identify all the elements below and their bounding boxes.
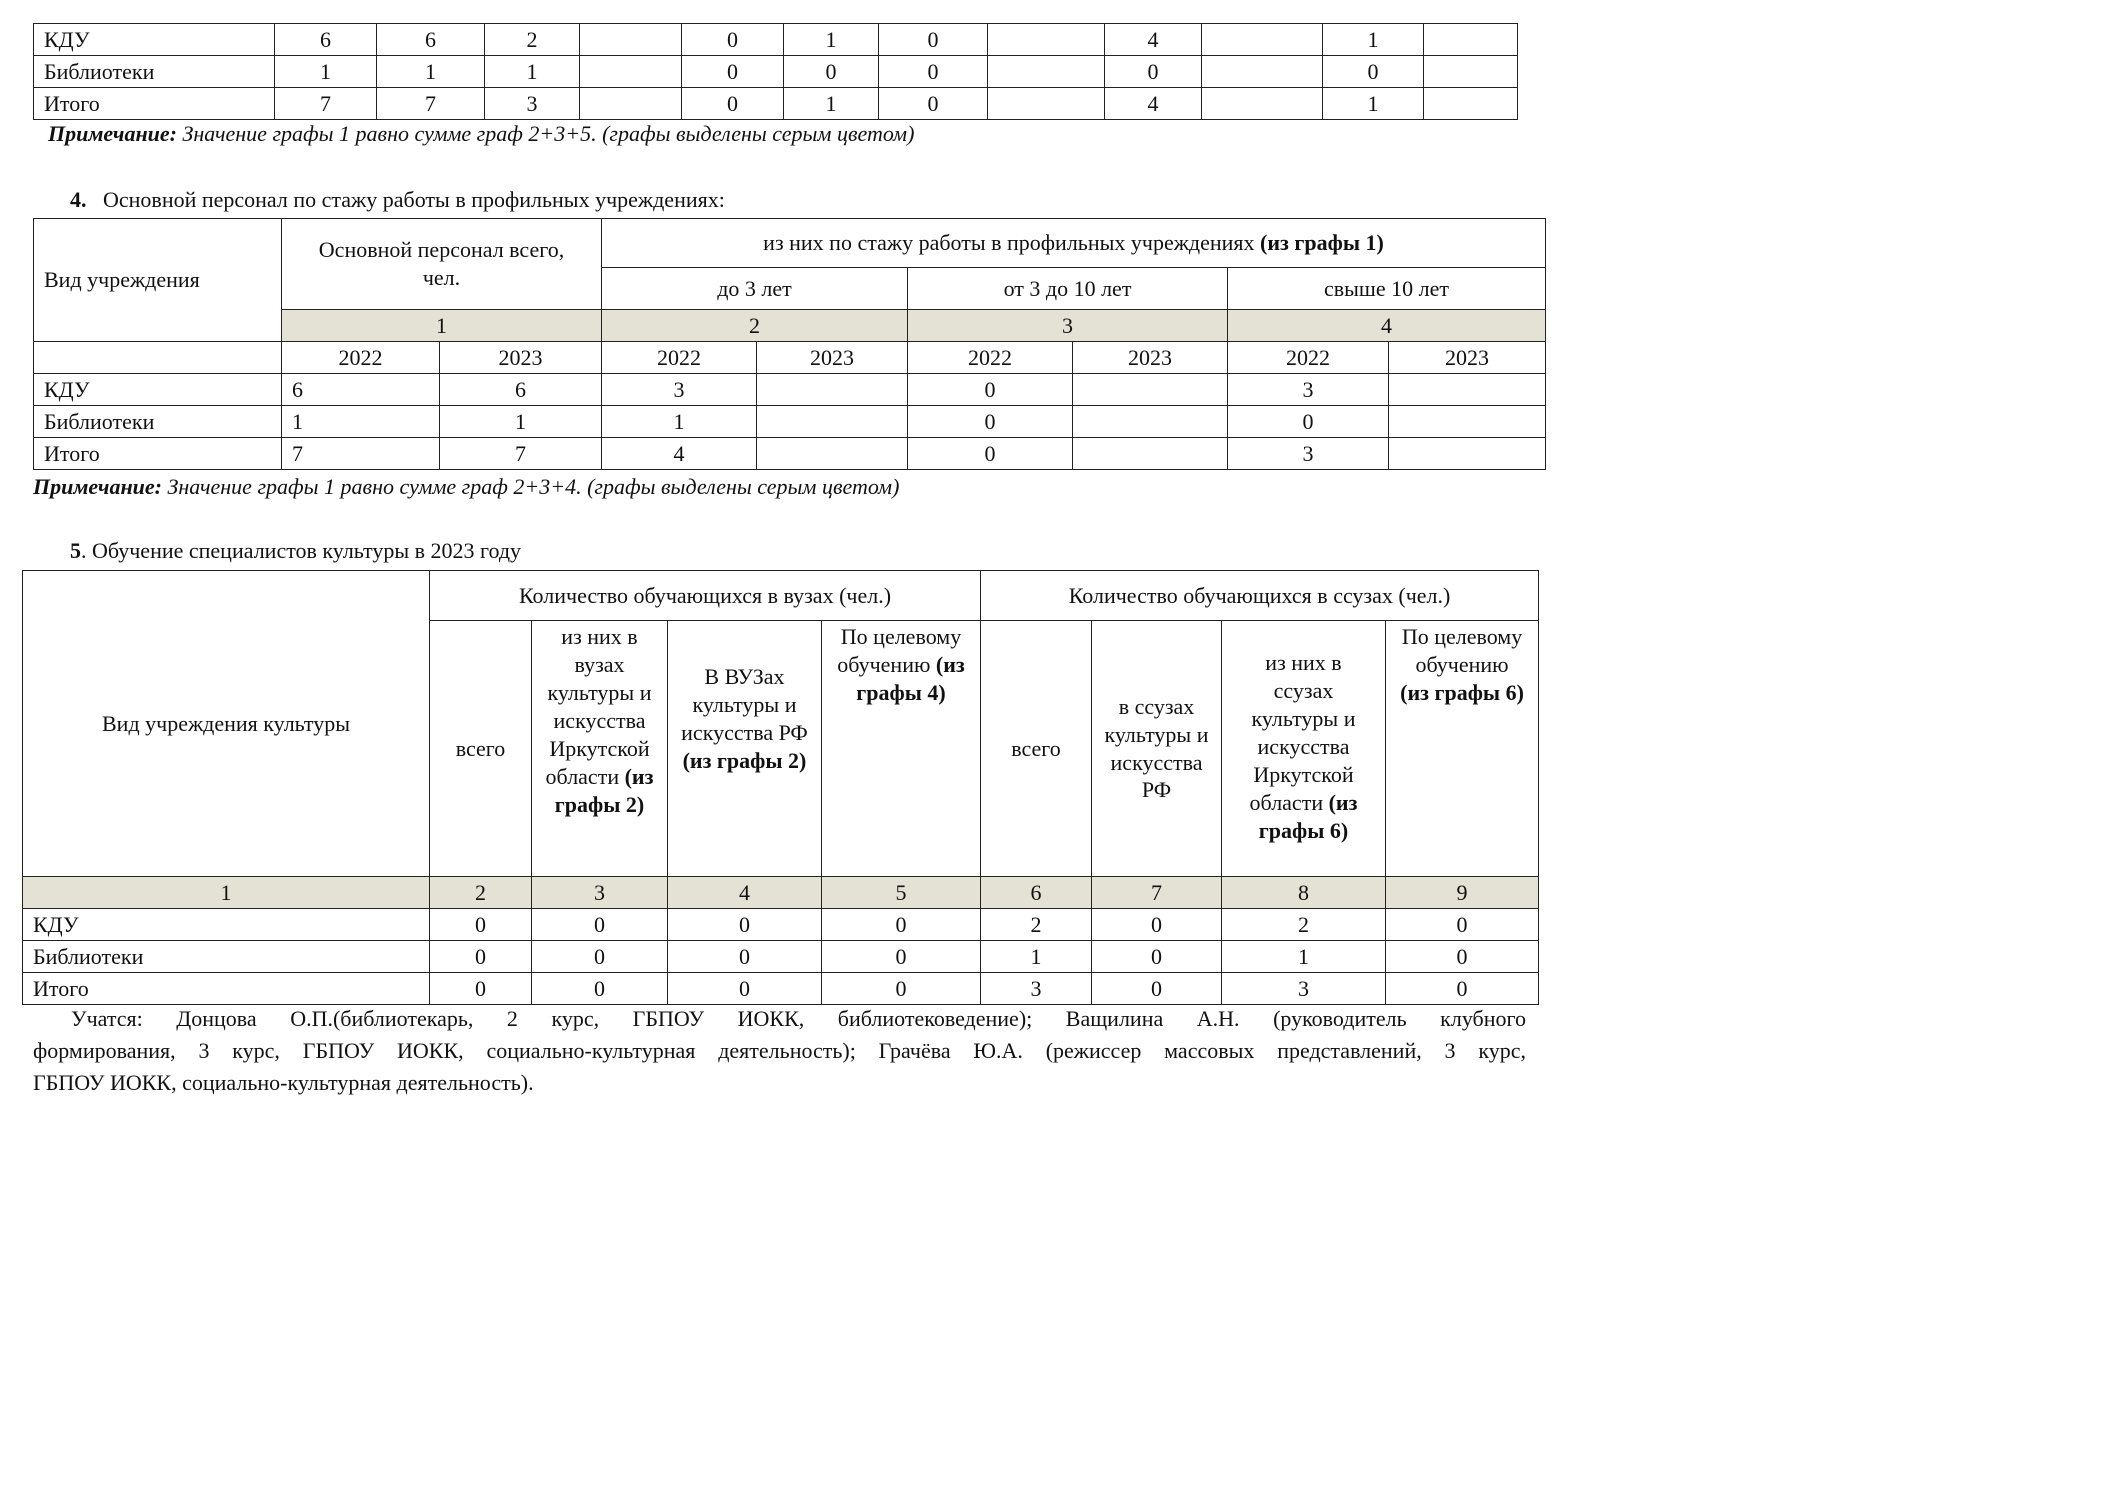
column-number: 3	[532, 877, 668, 909]
table-cell: 0	[822, 973, 981, 1005]
table-cell	[1424, 56, 1518, 88]
row-label: Итого	[34, 88, 275, 120]
table-row	[34, 438, 1546, 470]
table-cell: 1	[282, 406, 440, 438]
table-cell: 4	[1105, 88, 1202, 120]
row-label: Библиотеки	[34, 406, 282, 438]
table-row	[34, 88, 1518, 120]
column-number: 7	[1092, 877, 1222, 909]
table-cell: 6	[440, 374, 602, 406]
row-label: Итого	[23, 973, 430, 1005]
table-cell	[580, 24, 682, 56]
table-cell: 1	[1323, 24, 1424, 56]
table-cell: 7	[282, 438, 440, 470]
table-cell: 3	[981, 973, 1092, 1005]
table-cell: 7	[275, 88, 377, 120]
header-institution-type: Вид учреждения	[34, 219, 282, 342]
table3-note: Примечание: Значение графы 1 равно сумме граф 2+3+5. (графы выделены серым цветом)	[48, 121, 915, 146]
table-cell: 0	[430, 941, 532, 973]
table-row	[34, 24, 1518, 56]
table-cell: 0	[1386, 909, 1539, 941]
column-number: 4	[1228, 310, 1546, 342]
table-cell: 2	[485, 24, 580, 56]
table-cell: 3	[1222, 973, 1386, 1005]
table-cell: 1	[602, 406, 757, 438]
table-cell: 0	[1386, 941, 1539, 973]
column-number: 5	[822, 877, 981, 909]
year-header: 2023	[440, 342, 602, 374]
table-cell	[988, 88, 1105, 120]
table-cell: 0	[1092, 909, 1222, 941]
table-cell: 1	[784, 88, 879, 120]
table-cell	[1424, 88, 1518, 120]
header-vuz-total: всего	[430, 621, 532, 877]
column-number: 9	[1386, 877, 1539, 909]
table-cell	[988, 24, 1105, 56]
row-label: Итого	[34, 438, 282, 470]
year-header: 2022	[602, 342, 757, 374]
year-header: 2022	[282, 342, 440, 374]
table-cell	[1389, 374, 1546, 406]
table-cell	[1202, 88, 1323, 120]
year-header: 2023	[757, 342, 908, 374]
table-cell	[1424, 24, 1518, 56]
column-number: 2	[602, 310, 908, 342]
table-cell	[757, 406, 908, 438]
header-institution-type: Вид учреждения культуры	[23, 571, 430, 877]
table-cell	[1202, 56, 1323, 88]
year-header: 2022	[1228, 342, 1389, 374]
table-cell: 1	[1222, 941, 1386, 973]
table-cell: 0	[682, 24, 784, 56]
table4-note: Примечание: Значение графы 1 равно сумме граф 2+3+4. (графы выделены серым цветом)	[33, 474, 900, 499]
header-ssuz-target: По целевому обучению (из графы 6)	[1386, 621, 1539, 877]
table-cell: 2	[981, 909, 1092, 941]
row-label: КДУ	[34, 374, 282, 406]
table-cell	[757, 438, 908, 470]
table-cell: 0	[532, 973, 668, 1005]
table-cell	[580, 56, 682, 88]
table-cell: 6	[275, 24, 377, 56]
table-cell	[1073, 374, 1228, 406]
table-cell: 0	[682, 56, 784, 88]
column-number: 8	[1222, 877, 1386, 909]
table-row	[34, 406, 1546, 438]
table-cell: 0	[822, 941, 981, 973]
table-cell: 1	[440, 406, 602, 438]
section4-title: 4. Основной персонал по стажу работы в профильных учреждениях:	[70, 187, 725, 212]
table-cell: 6	[377, 24, 485, 56]
table-cell	[580, 88, 682, 120]
table-cell: 0	[1228, 406, 1389, 438]
table-staff-by-experience	[33, 218, 1546, 470]
table-cell: 0	[1092, 941, 1222, 973]
year-header: 2023	[1389, 342, 1546, 374]
table-cell: 0	[1386, 973, 1539, 1005]
header-group-vuz: Количество обучающихся в вузах (чел.)	[430, 571, 981, 621]
table-cell	[1073, 406, 1228, 438]
table-cell: 0	[668, 909, 822, 941]
table-cell: 0	[668, 973, 822, 1005]
column-number: 3	[908, 310, 1228, 342]
row-label: КДУ	[23, 909, 430, 941]
table-cell: 1	[1323, 88, 1424, 120]
table-cell: 0	[784, 56, 879, 88]
table-row	[23, 941, 1539, 973]
row-label: Библиотеки	[23, 941, 430, 973]
students-paragraph: Учатся: Донцова О.П.(библиотекарь, 2 курс, ГБПОУ ИОКК, библиотековедение); Ващилина А.Н. (руководитель клубного формирования, 3 курс, ГБПОУ ИОКК, социально-культурная деятельность); Грачёва Ю.А. (режиссер массовых представлений, 3 курс, ГБПОУ ИОКК, социально-культурная деятельность).	[33, 1006, 1526, 1095]
header-experience-group: из них по стажу работы в профильных учреждениях (из графы 1)	[602, 219, 1546, 268]
table-row	[23, 909, 1539, 941]
header-group-ssuz: Количество обучающихся в ссузах (чел.)	[981, 571, 1539, 621]
table-cell: 0	[908, 438, 1073, 470]
table-cell: 3	[1228, 374, 1389, 406]
table-cell: 0	[430, 973, 532, 1005]
column-number: 1	[23, 877, 430, 909]
table-cell: 1	[784, 24, 879, 56]
table-cell: 6	[282, 374, 440, 406]
year-header: 2023	[1073, 342, 1228, 374]
header-vuz-rf: В ВУЗах культуры и искусства РФ (из графы 2)	[668, 621, 822, 877]
column-number: 1	[282, 310, 602, 342]
table-cell: 0	[879, 88, 988, 120]
table-cell: 3	[1228, 438, 1389, 470]
table-cell: 0	[532, 941, 668, 973]
empty-cell	[34, 342, 282, 374]
table-cell: 3	[485, 88, 580, 120]
table-row	[34, 374, 1546, 406]
table-cell: 0	[1323, 56, 1424, 88]
table-cell: 0	[1105, 56, 1202, 88]
column-number: 4	[668, 877, 822, 909]
header-3-to-10-years: от 3 до 10 лет	[908, 268, 1228, 310]
table-staff-continued	[33, 23, 1518, 120]
table-cell: 0	[879, 24, 988, 56]
table-cell: 4	[602, 438, 757, 470]
header-under-3-years: до 3 лет	[602, 268, 908, 310]
table-training	[22, 570, 1539, 1005]
table-row	[34, 56, 1518, 88]
year-header: 2022	[908, 342, 1073, 374]
column-number: 2	[430, 877, 532, 909]
header-vuz-target: По целевому обучению (из графы 4)	[822, 621, 981, 877]
table-cell: 0	[908, 406, 1073, 438]
header-vuz-irkutsk: из них в вузах культуры и искусства Иркутской области (из графы 2)	[532, 621, 668, 877]
header-ssuz-rf: в ссузах культуры и искусства РФ	[1092, 621, 1222, 877]
table-cell: 0	[908, 374, 1073, 406]
header-staff-total: Основной персонал всего, чел.	[282, 219, 602, 310]
table-cell: 0	[532, 909, 668, 941]
table-cell	[1202, 24, 1323, 56]
table-cell: 7	[377, 88, 485, 120]
table-row	[23, 973, 1539, 1005]
section5-title: 5. Обучение специалистов культуры в 2023 году	[70, 538, 522, 563]
table-cell: 7	[440, 438, 602, 470]
table-cell: 0	[668, 941, 822, 973]
header-over-10-years: свыше 10 лет	[1228, 268, 1546, 310]
table-cell	[757, 374, 908, 406]
table-cell: 0	[1092, 973, 1222, 1005]
row-label: КДУ	[34, 24, 275, 56]
table-cell: 0	[682, 88, 784, 120]
table-cell	[1389, 406, 1546, 438]
table-cell: 4	[1105, 24, 1202, 56]
header-ssuz-total: всего	[981, 621, 1092, 877]
table-cell: 1	[981, 941, 1092, 973]
table-cell: 1	[377, 56, 485, 88]
table-cell: 1	[485, 56, 580, 88]
table-cell	[1073, 438, 1228, 470]
table-cell	[988, 56, 1105, 88]
table-cell	[1389, 438, 1546, 470]
table-cell: 1	[275, 56, 377, 88]
column-number: 6	[981, 877, 1092, 909]
table-cell: 0	[430, 909, 532, 941]
header-ssuz-irkutsk: из них в ссузах культуры и искусства Иркутской области (из графы 6)	[1222, 621, 1386, 877]
table-cell: 0	[822, 909, 981, 941]
row-label: Библиотеки	[34, 56, 275, 88]
table-cell: 2	[1222, 909, 1386, 941]
table-cell: 3	[602, 374, 757, 406]
table-cell: 0	[879, 56, 988, 88]
